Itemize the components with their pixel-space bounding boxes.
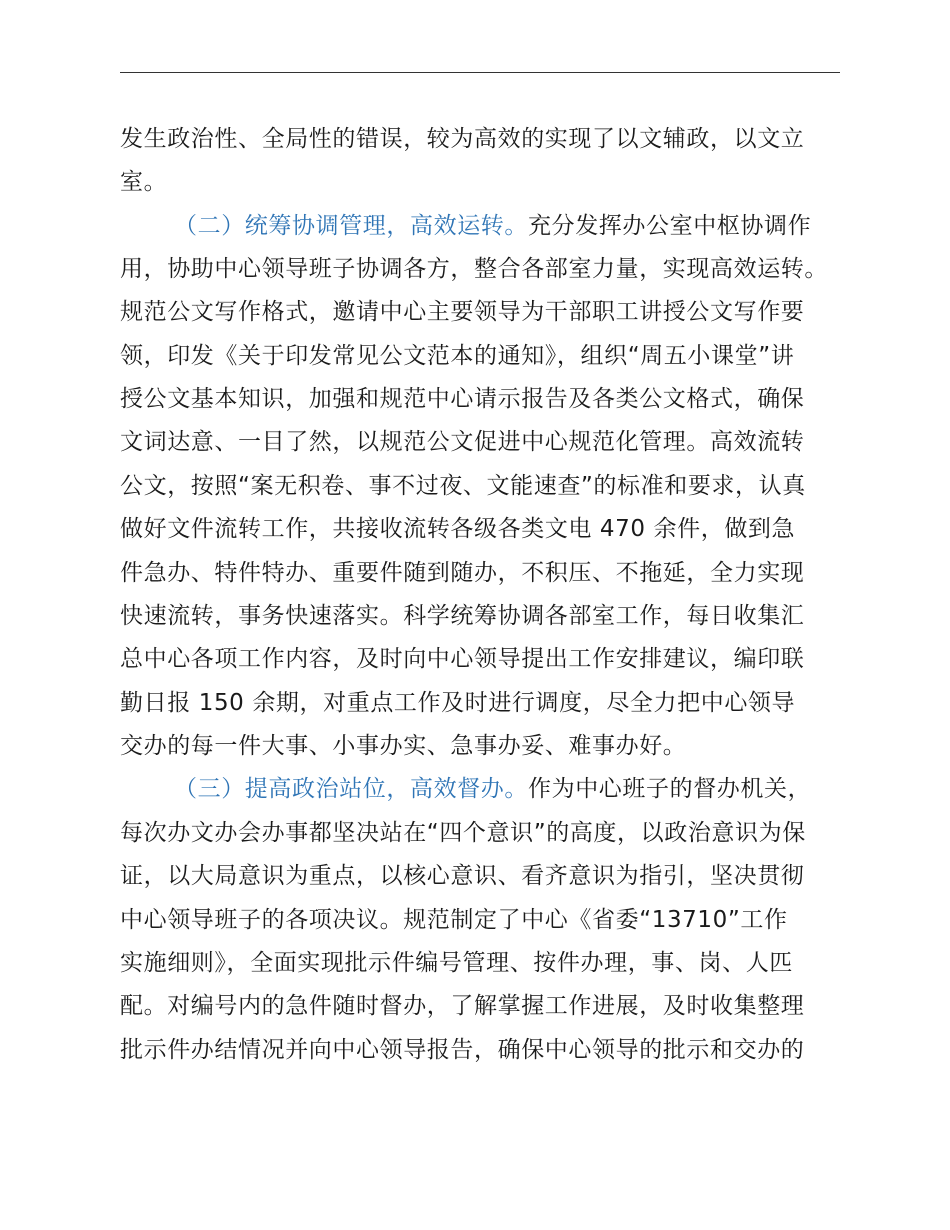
text-line: 证，以大局意识为重点，以核心意识、看齐意识为指引，坚决贯彻 <box>120 863 805 889</box>
header-rule <box>120 72 840 73</box>
text-line: 用，协助中心领导班子协调各方，整合各部室力量，实现高效运转。 <box>120 256 828 282</box>
text-line: 文词达意、一目了然，以规范公文促进中心规范化管理。高效流转 <box>120 429 805 455</box>
text-line: 规范公文写作格式，邀请中心主要领导为干部职工讲授公文写作要 <box>120 299 805 325</box>
text-line: 实施细则》，全面实现批示件编号管理、按件办理，事、岗、人匹 <box>120 950 793 976</box>
section-heading-line <box>174 767 850 811</box>
text-line: 室。 <box>120 169 168 195</box>
text-line: 做好文件流转工作，共接收流转各级各类文电 470 余件，做到急 <box>120 516 796 542</box>
text-line: 授公文基本知识，加强和规范中心请示报告及各类公文格式，确保 <box>120 386 805 412</box>
text-line: 公文，按照“案无积卷、事不过夜、文能速查”的标准和要求，认真 <box>120 473 806 499</box>
text-line: 快速流转，事务快速落实。科学统筹协调各部室工作，每日收集汇 <box>120 603 805 629</box>
text-line: 配。对编号内的急件随时督办，了解掌握工作进展，及时收集整理 <box>120 993 805 1019</box>
text-line: 交办的每一件大事、小事办实、急事办妥、难事办好。 <box>120 733 687 759</box>
text-line: 中心领导班子的各项决议。规范制定了中心《省委“13710”工作 <box>120 907 788 933</box>
text-line: 领，印发《关于印发常见公文范本的通知》，组织“周五小课堂”讲 <box>120 343 795 369</box>
text-line: 批示件办结情况并向中心领导报告，确保中心领导的批示和交办的 <box>120 1037 805 1063</box>
section-heading: （二）统筹协调管理，高效运转。 <box>174 213 528 239</box>
text-line: 件急办、特件特办、重要件随到随办，不积压、不拖延，全力实现 <box>120 560 805 586</box>
section-heading: （三）提高政治站位，高效督办。 <box>174 776 528 802</box>
text-line: 勤日报 150 余期，对重点工作及时进行调度，尽全力把中心领导 <box>120 690 796 716</box>
text-line: 发生政治性、全局性的错误，较为高效的实现了以文辅政，以文立 <box>120 126 805 152</box>
text-line: 每次办文办会办事都坚决站在“四个意识”的高度，以政治意识为保 <box>120 820 806 846</box>
section-text: 充分发挥办公室中枢协调作 <box>528 213 812 239</box>
section-heading-line <box>174 204 850 248</box>
text-line: 总中心各项工作内容，及时向中心领导提出工作安排建议，编印联 <box>120 646 805 672</box>
section-text: 作为中心班子的督办机关， <box>528 776 812 802</box>
